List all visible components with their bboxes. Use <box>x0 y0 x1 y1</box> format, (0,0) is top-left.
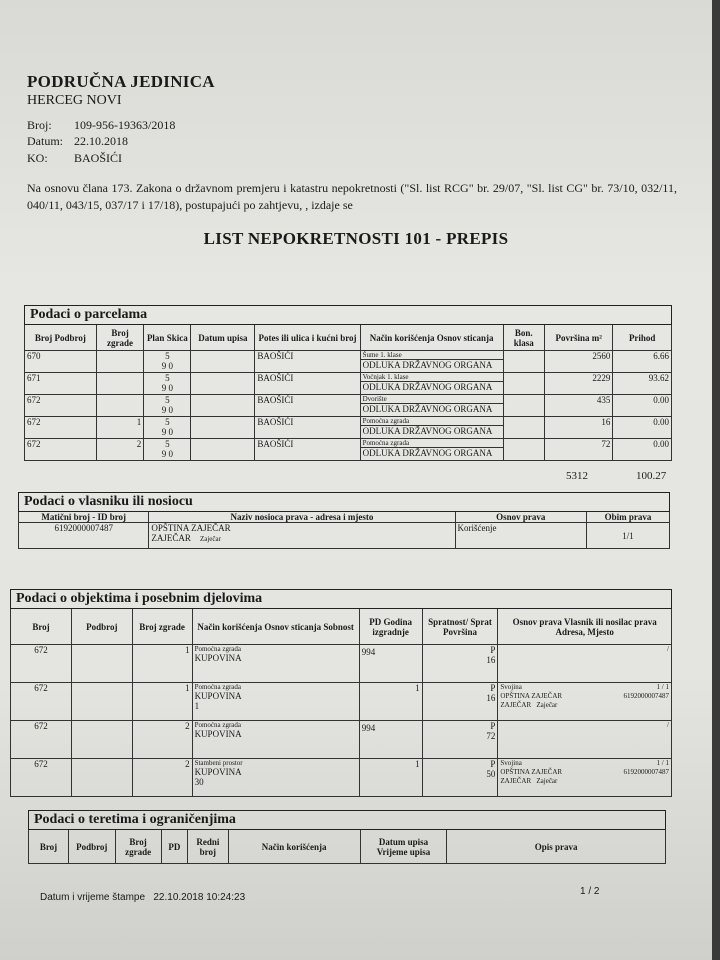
object-basis: KUPOVINA <box>194 691 242 701</box>
object-row <box>11 759 672 797</box>
usage-cell <box>360 373 503 395</box>
object-number: 672 <box>11 721 72 759</box>
owner-table <box>18 492 670 549</box>
object-basis: KUPOVINA <box>194 729 242 739</box>
entry-date <box>191 373 255 395</box>
object-floor-cell <box>422 645 498 683</box>
sketch-value: 9 0 <box>161 427 173 437</box>
acquisition-basis: ODLUKA DRŽAVNOG ORGANA <box>362 360 493 370</box>
parcel-number: 671 <box>25 373 97 395</box>
col-header: Osnov prava Vlasnik ili nosilac prava Adresa, Mjesto <box>498 609 672 645</box>
owner-basis: Korišćenje <box>455 523 587 549</box>
object-floor: P <box>490 683 496 693</box>
object-year: 994 <box>361 647 376 657</box>
object-usage-cell <box>192 645 359 683</box>
col-header: Naziv nosioca prava - adresa i mjesto <box>149 512 455 523</box>
parcels-section-title: Podaci o parcelama <box>25 306 672 325</box>
object-building-number: 2 <box>132 759 192 797</box>
object-number: 672 <box>11 759 72 797</box>
col-header: Broj <box>11 609 72 645</box>
object-usage-cell <box>192 683 359 721</box>
col-header: Redni broj <box>188 830 228 864</box>
object-area: 50 <box>486 769 496 779</box>
plan-sketch <box>144 351 191 373</box>
encumbrances-section-title: Podaci o teretima i ograničenjima <box>29 811 666 830</box>
object-subnumber <box>72 683 133 721</box>
owner-share: 1/1 <box>587 523 670 549</box>
building-number: 2 <box>96 439 144 461</box>
object-subnumber <box>72 721 133 759</box>
building-number: 1 <box>96 417 144 439</box>
object-pd: 1 <box>415 683 420 693</box>
quality-class <box>503 439 545 461</box>
objects-table <box>10 589 672 797</box>
col-header: PD <box>161 830 187 864</box>
entry-date <box>191 395 255 417</box>
entry-date <box>191 439 255 461</box>
col-header: Način korišćenja Osnov sticanja <box>360 325 503 351</box>
col-header: Osnov prava <box>455 512 587 523</box>
owner-place: Zaječar <box>199 535 221 543</box>
col-header: Potes ili ulica i kućni broj <box>255 325 360 351</box>
object-share: / <box>667 721 669 729</box>
object-basis: KUPOVINA <box>194 653 242 663</box>
object-share: / <box>667 645 669 653</box>
object-floor: P <box>490 721 496 731</box>
object-owner-place: Zaječar <box>536 777 558 785</box>
building-number <box>96 395 144 417</box>
col-header: Broj <box>29 830 69 864</box>
datum-line <box>27 134 128 149</box>
parcel-number: 672 <box>25 417 97 439</box>
object-usage: Pomoćna zgrada <box>194 645 242 653</box>
entry-date <box>191 351 255 373</box>
ko-label: KO: <box>27 151 48 165</box>
object-share: 1 / 1 <box>656 683 669 691</box>
datum-label: Datum: <box>27 134 63 148</box>
object-owner-cell <box>498 683 672 721</box>
col-header: Način korišćenja Osnov sticanja Sobnost <box>192 609 359 645</box>
object-usage-cell <box>192 759 359 797</box>
ko-line <box>27 151 122 166</box>
object-floor: P <box>490 759 496 769</box>
owner-id: 6192000007487 <box>19 523 149 549</box>
area-value: 435 <box>545 395 613 417</box>
object-pd: 1 <box>415 759 420 769</box>
intro-paragraph: Na osnovu člana 173. Zakona o državnom premjeru i katastru nepokretnosti ("Sl. list RCG" br. 29/07, "Sl. list CG" br. 73/10, 032/11, 040/11, 043/15, 037/17 i 17/18), postupajući po zahtjevu, , izdaje se <box>27 181 677 212</box>
print-label: Datum i vrijeme štampe <box>40 892 146 903</box>
object-usage: Pomoćna zgrada <box>194 683 242 691</box>
sketch-value: 9 0 <box>161 449 173 459</box>
plan-sketch <box>144 373 191 395</box>
object-owner-place: Zaječar <box>536 701 558 709</box>
usage-value: Pomoćna zgrada <box>361 439 503 448</box>
broj-value: 109-956-19363/2018 <box>74 118 176 132</box>
col-header: Bon. klasa <box>503 325 545 351</box>
object-basis: KUPOVINA <box>194 767 242 777</box>
area-value: 72 <box>545 439 613 461</box>
col-header: Broj zgrade <box>115 830 161 864</box>
object-rooms: 1 <box>194 701 200 711</box>
object-right-type: Svojina <box>500 759 522 767</box>
object-subnumber <box>72 759 133 797</box>
object-area: 16 <box>486 693 496 703</box>
parcels-table <box>24 305 672 461</box>
parcel-number: 672 <box>25 439 97 461</box>
usage-value: Šume 1. klase <box>361 351 503 360</box>
object-owner-cell <box>498 759 672 797</box>
col-header: Prihod <box>613 325 672 351</box>
parcel-row <box>25 439 672 461</box>
object-area: 16 <box>486 655 496 665</box>
col-header: PD Godina izgradnje <box>359 609 422 645</box>
broj-label: Broj: <box>27 118 52 132</box>
object-usage: Pomoćna zgrada <box>194 721 242 729</box>
parcel-number: 670 <box>25 351 97 373</box>
col-header: Spratnost/ Sprat Površina <box>422 609 498 645</box>
object-row <box>11 645 672 683</box>
plan-value: 5 <box>165 395 170 405</box>
object-building-number: 2 <box>132 721 192 759</box>
object-pd-year-cell <box>359 759 422 797</box>
col-header: Površina m² <box>545 325 613 351</box>
object-pd-year-cell <box>359 683 422 721</box>
sketch-value: 9 0 <box>161 405 173 415</box>
acquisition-basis: ODLUKA DRŽAVNOG ORGANA <box>362 448 493 458</box>
object-area: 72 <box>486 731 496 741</box>
usage-cell <box>360 439 503 461</box>
print-timestamp <box>40 892 245 903</box>
plan-sketch <box>144 439 191 461</box>
quality-class <box>503 351 545 373</box>
acquisition-basis: ODLUKA DRŽAVNOG ORGANA <box>362 404 493 414</box>
acquisition-basis: ODLUKA DRŽAVNOG ORGANA <box>362 426 493 436</box>
object-owner-name: OPŠTINA ZAJEČAR <box>500 768 563 776</box>
entry-date <box>191 417 255 439</box>
owner-section-title: Podaci o vlasniku ili nosiocu <box>19 493 670 512</box>
object-rooms: 30 <box>194 777 204 787</box>
object-floor: P <box>490 645 496 655</box>
office-subtitle: HERCEG NOVI <box>27 93 122 108</box>
building-number <box>96 351 144 373</box>
usage-cell <box>360 417 503 439</box>
income-value: 0.00 <box>613 439 672 461</box>
object-row <box>11 683 672 721</box>
usage-value: Dvorište <box>361 395 503 404</box>
datum-value: 22.10.2018 <box>74 134 128 148</box>
owner-name-cell <box>149 523 455 549</box>
parcel-row <box>25 395 672 417</box>
area-value: 2560 <box>545 351 613 373</box>
object-owner-address: ZAJEČAR <box>500 777 532 785</box>
object-pd-year-cell <box>359 721 422 759</box>
object-usage-cell <box>192 721 359 759</box>
plan-value: 5 <box>165 373 170 383</box>
col-header: Podbroj <box>72 609 133 645</box>
object-owner-name: OPŠTINA ZAJEČAR <box>500 692 563 700</box>
location: BAOŠIĆI <box>255 351 360 373</box>
location: BAOŠIĆI <box>255 417 360 439</box>
parcel-row <box>25 373 672 395</box>
object-share: 1 / 1 <box>656 759 669 767</box>
income-value: 0.00 <box>613 417 672 439</box>
plan-value: 5 <box>165 351 170 361</box>
plan-sketch <box>144 395 191 417</box>
encumbrances-table <box>28 810 666 864</box>
col-header: Način korišćenja <box>228 830 360 864</box>
col-header: Broj Podbroj <box>25 325 97 351</box>
col-header: Opis prava <box>447 830 666 864</box>
location: BAOŠIĆI <box>255 439 360 461</box>
parcel-row <box>25 417 672 439</box>
area-value: 2229 <box>545 373 613 395</box>
usage-cell <box>360 351 503 373</box>
object-floor-cell <box>422 683 498 721</box>
col-header: Obim prava <box>587 512 670 523</box>
object-owner-address: ZAJEČAR <box>500 701 532 709</box>
parcel-row <box>25 351 672 373</box>
owner-address: ZAJEČAR <box>151 533 191 543</box>
object-owner-id: 6192000007487 <box>623 692 669 700</box>
ko-value: BAOŠIĆI <box>74 151 123 165</box>
col-header: Plan Skica <box>144 325 191 351</box>
object-pd-year-cell <box>359 645 422 683</box>
plan-sketch <box>144 417 191 439</box>
quality-class <box>503 395 545 417</box>
object-year: 994 <box>361 723 376 733</box>
col-header: Podbroj <box>69 830 115 864</box>
income-value: 6.66 <box>613 351 672 373</box>
object-usage: Stambeni prostor <box>194 759 243 767</box>
object-right-type: Svojina <box>500 683 522 691</box>
object-subnumber <box>72 645 133 683</box>
col-header: Broj zgrade <box>96 325 144 351</box>
object-owner-id: 6192000007487 <box>623 768 669 776</box>
object-building-number: 1 <box>132 683 192 721</box>
object-floor-cell <box>422 721 498 759</box>
location: BAOŠIĆI <box>255 395 360 417</box>
col-header: Matični broj - ID broj <box>19 512 149 523</box>
office-title: PODRUČNA JEDINICA <box>27 72 215 91</box>
document-title: LIST NEPOKRETNOSTI 101 - PREPIS <box>203 229 509 248</box>
usage-value: Voćnjak 1. klase <box>361 373 503 382</box>
object-floor-cell <box>422 759 498 797</box>
sketch-value: 9 0 <box>161 383 173 393</box>
acquisition-basis: ODLUKA DRŽAVNOG ORGANA <box>362 382 493 392</box>
print-value: 22.10.2018 10:24:23 <box>153 892 246 903</box>
object-number: 672 <box>11 645 72 683</box>
col-header: Broj zgrade <box>132 609 192 645</box>
col-header: Datum upisa <box>191 325 255 351</box>
usage-value: Pomoćna zgrada <box>361 417 503 426</box>
object-building-number: 1 <box>132 645 192 683</box>
total-area: 5312 <box>566 470 588 482</box>
income-value: 93.62 <box>613 373 672 395</box>
sketch-value: 9 0 <box>161 361 173 371</box>
broj-line <box>27 118 175 133</box>
total-income: 100.27 <box>636 470 667 482</box>
object-owner-cell <box>498 645 672 683</box>
usage-cell <box>360 395 503 417</box>
objects-section-title: Podaci o objektima i posebnim djelovima <box>11 590 672 609</box>
col-header: Datum upisa Vrijeme upisa <box>360 830 446 864</box>
object-row <box>11 721 672 759</box>
location: BAOŠIĆI <box>255 373 360 395</box>
quality-class <box>503 373 545 395</box>
page-number: 1 / 2 <box>580 886 600 897</box>
object-number: 672 <box>11 683 72 721</box>
area-value: 16 <box>545 417 613 439</box>
building-number <box>96 373 144 395</box>
parcel-number: 672 <box>25 395 97 417</box>
owner-name: OPŠTINA ZAJEČAR <box>151 523 231 533</box>
income-value: 0.00 <box>613 395 672 417</box>
object-owner-cell <box>498 721 672 759</box>
plan-value: 5 <box>165 439 170 449</box>
quality-class <box>503 417 545 439</box>
plan-value: 5 <box>165 417 170 427</box>
